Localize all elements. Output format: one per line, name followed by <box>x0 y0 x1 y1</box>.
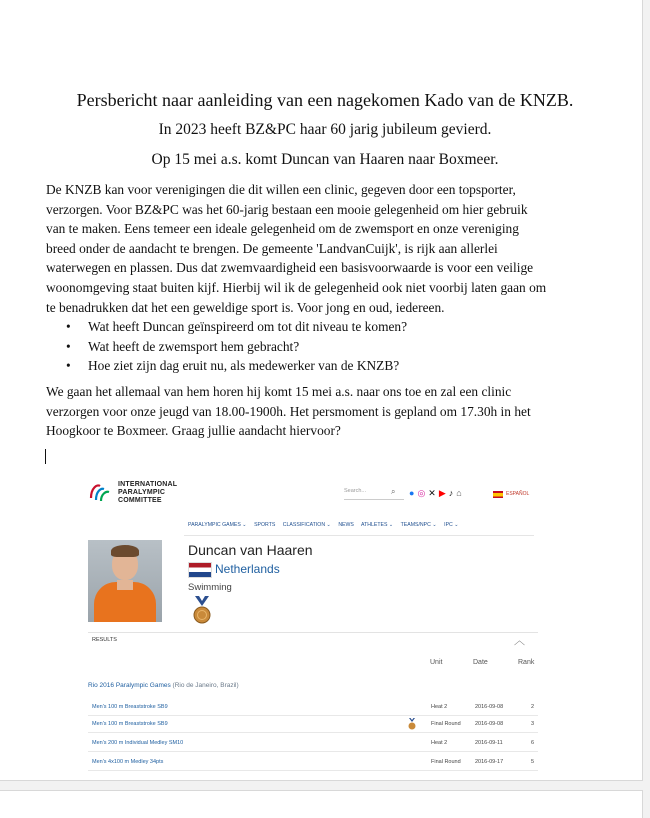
nav-paralympic-games[interactable]: PARALYMPIC GAMES ⌄ <box>188 522 247 528</box>
text-line: te benadrukken dat het een geweldige sport is. Voor jong en oud, iedereen. <box>46 299 445 315</box>
search-icon[interactable]: ⌕ <box>391 487 396 496</box>
divider <box>184 535 534 536</box>
nav-athletes[interactable]: ATHLETES ⌄ <box>361 522 394 528</box>
text-line: van te maken. Eens temeer een ideale gelegenheid om de zwemsport en onze vereniging <box>46 221 519 237</box>
date-cell: 2016-09-17 <box>475 759 504 765</box>
list-item: • Wat heeft de zwemsport hem gebracht? <box>66 337 407 357</box>
column-header-unit: Unit <box>430 659 443 666</box>
text-line: verzorgen voor onze jeugd van 18.00-1900h. Het persmoment is gepland om 17.30h in het <box>46 403 531 419</box>
athlete-sport: Swimming <box>188 582 232 593</box>
list-item: • Wat heeft Duncan geïnspireerd om tot dit niveau te komen? <box>66 317 407 337</box>
rank-cell: 6 <box>531 740 535 746</box>
paragraph-intro <box>46 180 586 317</box>
table-row[interactable] <box>88 754 538 771</box>
nav-classification[interactable]: CLASSIFICATION ⌄ <box>282 522 331 528</box>
unit-cell: Heat 2 <box>431 740 448 746</box>
search-input[interactable]: Search... <box>344 488 404 500</box>
paragraph-announcement <box>46 382 586 441</box>
netherlands-flag-icon <box>188 562 212 578</box>
column-header-date: Date <box>473 659 488 666</box>
nav-teams[interactable]: TEAMS/NPC ⌄ <box>400 522 437 528</box>
unit-cell: Heat 2 <box>431 704 448 710</box>
text-line: breed onder de aandacht te brengen. De gemeente 'LandvanCuijk', is rijk aan allerlei <box>46 240 498 256</box>
spain-flag-icon[interactable] <box>493 491 503 498</box>
bronze-medal-icon <box>192 596 212 626</box>
paralympic-agitos-icon <box>88 480 112 504</box>
rank-cell: 5 <box>531 759 535 765</box>
ipc-logo-text: INTERNATIONAL PARALYMPIC COMMITTEE <box>118 481 178 504</box>
text-line: waterwegen en plassen. Dus dat zwemvaardigheid een basisvoorwaarde is voor een veilige <box>46 260 534 276</box>
event-link[interactable]: Men's 100 m Breaststroke SB9 <box>92 704 168 710</box>
social-icons <box>409 488 465 499</box>
table-row[interactable] <box>88 735 538 752</box>
shop-icon[interactable]: ⌂ <box>456 488 462 498</box>
question-list <box>66 317 407 376</box>
unit-cell: Final Round <box>431 721 461 727</box>
athlete-photo <box>88 540 162 622</box>
rank-cell: 3 <box>531 721 535 727</box>
text-line: verzorgen. Voor BZ&PC was het 60-jarig bestaan een mooie gelegenheid om hier gebruik <box>46 201 528 217</box>
table-row[interactable] <box>88 699 538 716</box>
text-line: woonomgeving staat buiten kijf. Hierbij wil ik de gelegenheid ook niet voorbij laten gaan om <box>46 279 547 295</box>
athlete-name: Duncan van Haaren <box>188 542 313 558</box>
rank-cell: 2 <box>531 704 535 710</box>
bronze-medal-icon <box>408 718 416 730</box>
date-cell: 2016-09-08 <box>475 704 504 710</box>
event-link[interactable]: Men's 200 m Individual Medley SM10 <box>92 740 184 746</box>
text-line: We gaan het allemaal van hem horen hij komt 15 mei a.s. naar ons toe en zal een clinic <box>46 384 512 399</box>
unit-cell: Final Round <box>431 759 461 765</box>
embedded-ipc-screenshot <box>84 474 544 780</box>
event-link[interactable]: Men's 100 m Breaststroke SB9 <box>92 721 168 727</box>
table-row[interactable] <box>88 716 538 733</box>
x-icon[interactable]: ✕ <box>428 488 436 498</box>
chevron-up-icon[interactable]: ︿ <box>514 635 525 647</box>
nav-news[interactable]: NEWS <box>338 522 354 528</box>
instagram-icon[interactable]: ◎ <box>417 488 426 498</box>
document-subtitle-2: Op 15 mei a.s. komt Duncan van Haaren naar Boxmeer. <box>151 151 499 168</box>
youtube-icon[interactable]: ▶ <box>438 488 446 498</box>
nav-sports[interactable]: SPORTS <box>254 522 276 528</box>
language-link[interactable]: ESPAÑOL <box>506 491 530 497</box>
divider <box>88 632 538 633</box>
main-nav <box>188 522 465 528</box>
athlete-country[interactable]: Netherlands <box>215 562 280 576</box>
list-item: • Hoe ziet zijn dag eruit nu, als medewerker van de KNZB? <box>66 356 407 376</box>
date-cell: 2016-09-08 <box>475 721 504 727</box>
date-cell: 2016-09-11 <box>475 740 503 746</box>
tiktok-icon[interactable]: ♪ <box>448 488 454 498</box>
document-title: Persbericht naar aanleiding van een nagekomen Kado van de KNZB. <box>76 90 574 110</box>
text-line: De KNZB kan voor verenigingen die dit willen een clinic, gegeven door een topsporter, <box>46 182 516 197</box>
facebook-icon[interactable]: ● <box>409 488 415 498</box>
text-line: Hoogkoor te Boxmeer. Graag jullie aandacht hiervoor? <box>46 423 341 439</box>
event-link[interactable]: Men's 4x100 m Medley 34pts <box>92 759 164 765</box>
results-header: RESULTS <box>92 637 117 643</box>
document-subtitle-1: In 2023 heeft BZ&PC haar 60 jarig jubileum gevierd. <box>158 121 492 138</box>
text-cursor <box>45 449 46 464</box>
nav-ipc[interactable]: IPC ⌄ <box>444 522 459 528</box>
games-heading[interactable]: Rio 2016 Paralympic Games (Rio de Janeiro, Brazil) <box>88 682 239 689</box>
next-page[interactable] <box>0 790 643 818</box>
column-header-rank: Rank <box>518 659 535 666</box>
